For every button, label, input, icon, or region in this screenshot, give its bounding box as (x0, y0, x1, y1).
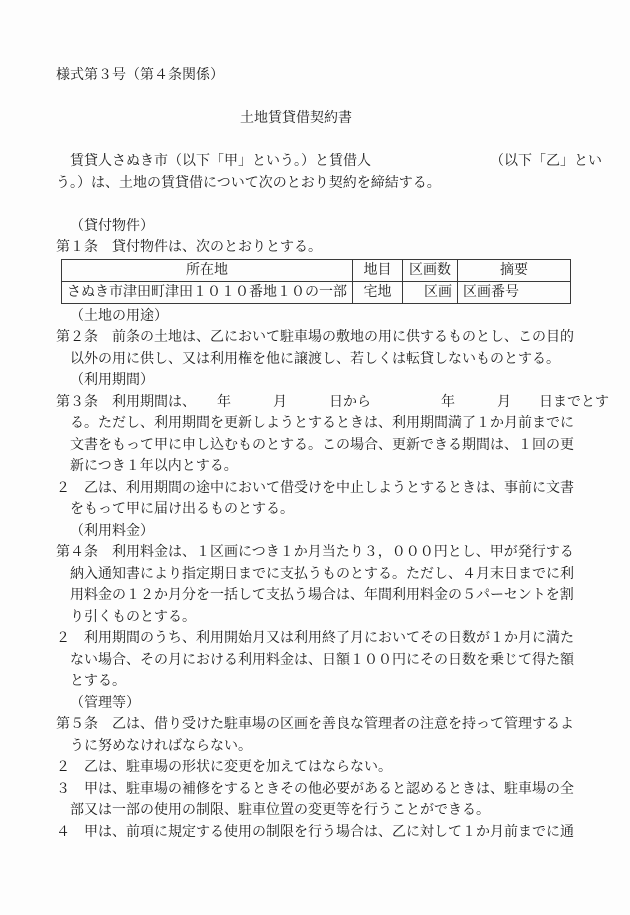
document-line: ３ 甲は、駐車場の補修をするときその他必要があると認めるときは、駐車場の全 (56, 781, 574, 797)
document-line: ない場合、その月における利用料金は、日額１００円にその日数を乗じて得た額 (70, 652, 574, 668)
document-line: ４ 甲は、前項に規定する使用の制限を行う場合は、乙に対して１か月前までに通 (56, 824, 574, 840)
document-line: り引くものとする。 (70, 609, 196, 625)
intro-paragraph (56, 151, 602, 194)
document-line: 第３条 利用期間は、 年 月 日から 年 月 日までとす (56, 394, 609, 410)
document-line: とする。 (70, 674, 126, 689)
col-header-remarks: 摘要 (458, 259, 571, 281)
document-line: 第４条 利用料金は、１区画につき１か月当たり３，０００円とし、甲が発行する (56, 545, 574, 560)
document-line: をもって甲に届け出るものとする。 (70, 502, 294, 517)
col-header-lot-count: 区画数 (403, 259, 458, 281)
table-row (62, 281, 571, 303)
property-table (61, 259, 571, 304)
cell-lot-count: 区画 (403, 281, 458, 303)
document-line: 第２条 前条の土地は、乙において駐車場の敷地の用に供するものとし、この目的 (56, 330, 574, 345)
document-line: 以外の用に供し、又は利用権を他に譲渡し、若しくは転貸しないものとする。 (70, 351, 560, 367)
document-line: 用料金の１２か月分を一括して支払う場合は、年間利用料金の５パーセントを割 (70, 588, 574, 603)
document-line: 第５条 乙は、借り受けた駐車場の区画を善良な管理者の注意を持って管理するよ (56, 717, 574, 732)
document-line: （土地の用途） (70, 308, 168, 324)
col-header-land-category: 地目 (353, 259, 403, 281)
document-line: る。ただし、利用期間を更新しようとするときは、利用期間満了１か月前までに (70, 416, 574, 431)
document-line: 納入通知書により指定期日までに支払うものとする。ただし、４月末日までに利 (70, 566, 574, 582)
col-header-location: 所在地 (62, 259, 353, 281)
article-1-section (56, 216, 580, 259)
document-line: 部又は一部の使用の制限、駐車位置の変更等を行うことができる。 (70, 803, 490, 818)
document-line: 第１条 貸付物件は、次のとおりとする。 (56, 240, 322, 255)
document-line: 文書をもって甲に申し込むものとする。この場合、更新できる期間は、１回の更 (70, 437, 574, 453)
intro-line: う。）は、土地の賃貸借について次のとおり契約を締結する。 (56, 175, 441, 191)
form-number: 様式第３号（第４条関係） (56, 68, 224, 83)
contract-body (56, 306, 609, 844)
cell-land-category: 宅地 (353, 281, 403, 303)
document-line: （利用期間） (70, 373, 154, 388)
cell-location: さぬき市津田町津田１０１０番地１０の一部 (62, 281, 353, 303)
cell-remarks: 区画番号 (458, 281, 571, 303)
document-line: （利用料金） (70, 523, 154, 539)
document-line: 新につき１年以内とする。 (70, 459, 238, 474)
document-line: ２ 利用期間のうち、利用開始月又は利用終了月においてその日数が１か月に満た (56, 631, 574, 646)
document-line: （貸付物件） (70, 218, 154, 234)
table-header-row (62, 259, 571, 281)
document-line: ２ 乙は、利用期間の途中において借受けを中止しようとするときは、事前に文書 (56, 480, 574, 496)
document-line: ２ 乙は、駐車場の形状に変更を加えてはならない。 (56, 760, 392, 775)
document-line: （管理等） (70, 695, 140, 711)
document-line: うに努めなければならない。 (70, 738, 252, 754)
page-title: 土地賃貸借契約書 (240, 111, 352, 126)
intro-line: 賃貸人さぬき市（以下「甲」という。）と賃借人 （以下「乙」とい (56, 154, 602, 169)
